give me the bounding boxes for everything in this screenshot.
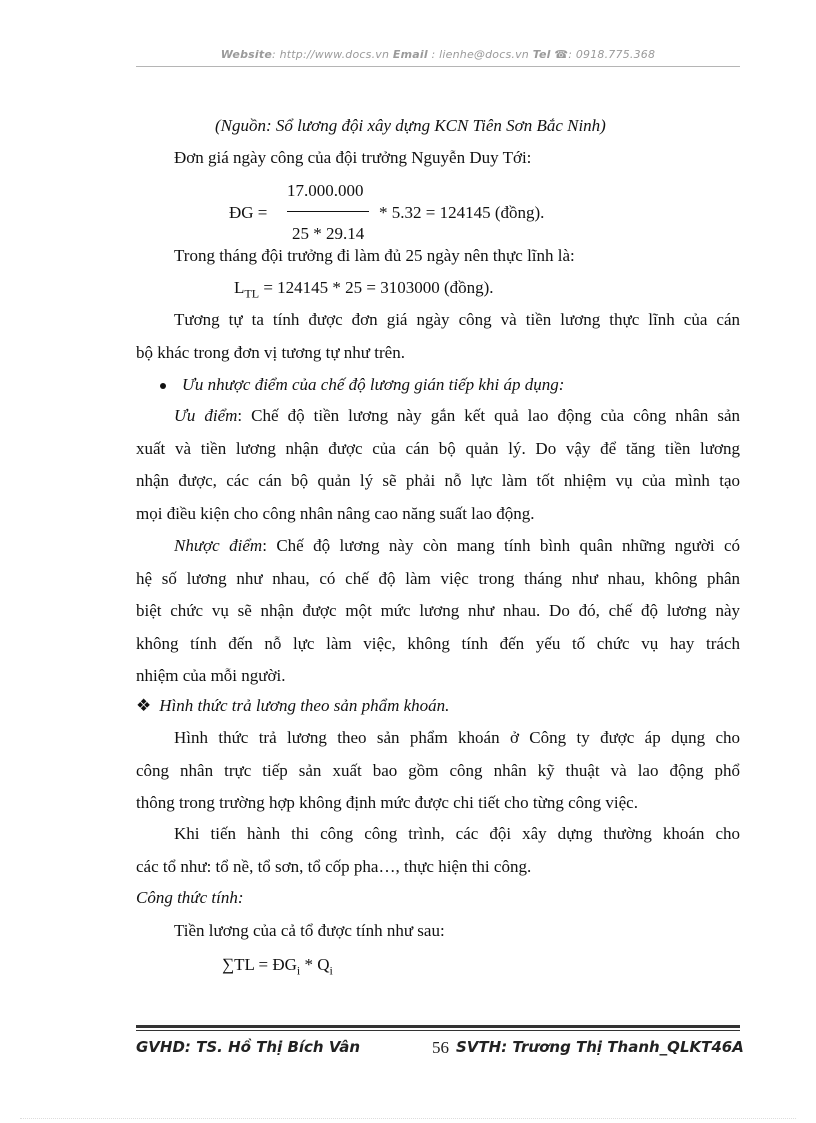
formula-label: Công thức tính: bbox=[136, 888, 244, 907]
paragraph-line: công nhân trực tiếp sản xuất bao gồm công nhân kỹ thuật và lao động phổ bbox=[136, 760, 740, 780]
tel-label: Tel bbox=[532, 48, 551, 61]
formula1-numerator: 17.000.000 bbox=[287, 181, 364, 200]
footer-divider-thin bbox=[136, 1030, 740, 1031]
footer-left: GVHD: TS. Hồ Thị Bích Vân bbox=[136, 1038, 361, 1056]
email-label: Email bbox=[392, 48, 428, 61]
bottom-dotted-border bbox=[20, 1118, 796, 1119]
paragraph-line bbox=[136, 400, 740, 433]
paragraph-line bbox=[136, 530, 740, 563]
advantage-text: : Chế độ tiền lương này gắn kết quả lao động của công nhân sản bbox=[237, 406, 740, 425]
phone-icon: ☎ bbox=[554, 48, 569, 61]
paragraph-line: biệt chức vụ sẽ nhận được một mức lương như nhau. Do đó, chế độ lương này bbox=[136, 601, 740, 620]
section-heading: Hình thức trả lương theo sản phẩm khoán. bbox=[159, 696, 450, 715]
paragraph-line: xuất và tiền lương nhận được của cán bộ quản lý. Do vậy để tăng tiền lương bbox=[136, 438, 740, 458]
bullet-heading-row bbox=[160, 369, 764, 401]
page-number: 56 bbox=[432, 1038, 449, 1057]
advantage-paragraph bbox=[136, 400, 740, 530]
formula3-mid: * Q bbox=[300, 955, 330, 974]
construction-paragraph bbox=[136, 818, 740, 883]
formula2 bbox=[234, 278, 494, 301]
formula2-lhs: L bbox=[234, 278, 245, 297]
formula1-lhs: ĐG = bbox=[229, 203, 268, 222]
paragraph-line: các tổ như: tổ nề, tổ sơn, tổ cốp pha…, thực hiện thi công. bbox=[136, 856, 532, 876]
paragraph-line: Khi tiến hành thi công công trình, các đội xây dựng thường khoán cho bbox=[174, 824, 740, 843]
bullet-icon bbox=[160, 383, 166, 389]
paragraph-line: Hình thức trả lương theo sản phẩm khoán ở Công ty được áp dụng cho bbox=[174, 728, 740, 747]
page-header bbox=[136, 48, 740, 61]
paragraph-line: bộ khác trong đơn vị tương tự như trên. bbox=[136, 342, 405, 362]
paragraph-line: mọi điều kiện cho công nhân nâng cao năng suất lao động. bbox=[136, 503, 535, 523]
disadvantage-label: Nhược điểm bbox=[174, 536, 263, 555]
formula3 bbox=[222, 955, 333, 978]
formula3-sub1: i bbox=[296, 963, 301, 978]
source-note: (Nguồn: Sổ lương đội xây dựng KCN Tiên Sơn Bắc Ninh) bbox=[215, 116, 606, 135]
header-divider bbox=[136, 66, 740, 67]
paragraph-line: không tính đến nỗ lực làm việc, không tính đến yếu tố chức vụ hay trách bbox=[136, 633, 740, 653]
formula3-sigma: ∑TL = ĐG bbox=[222, 955, 297, 974]
team-wage-text: Tiền lương của cả tổ được tính như sau: bbox=[174, 921, 445, 940]
formula1-denominator: 25 * 29.14 bbox=[292, 224, 365, 243]
section-heading-row bbox=[136, 690, 740, 722]
footer-right: SVTH: Trương Thị Thanh_QLKT46A bbox=[456, 1038, 744, 1056]
email-value: : lienhe@docs.vn bbox=[431, 48, 529, 61]
formula1-rhs: * 5.32 = 124145 (đồng). bbox=[379, 203, 545, 222]
footer-divider-thick bbox=[136, 1025, 740, 1028]
website-label: Website bbox=[220, 48, 272, 61]
days-text: Trong tháng đội trưởng đi làm đủ 25 ngày nên thực lĩnh là: bbox=[174, 246, 575, 265]
similar-paragraph bbox=[136, 304, 740, 369]
formula2-sub: TL bbox=[244, 286, 260, 301]
disadvantage-text: : Chế độ lương này còn mang tính bình quân những người có bbox=[262, 536, 740, 555]
paragraph-line: Tương tự ta tính được đơn giá ngày công và tiền lương thực lĩnh của cán bbox=[174, 310, 740, 329]
formula2-rhs: = 124145 * 25 = 3103000 (đồng). bbox=[263, 278, 494, 297]
paragraph-line: nhận được, các cán bộ quản lý sẽ phải nỗ lực làm tốt nhiệm vụ của mình tạo bbox=[136, 471, 740, 490]
diamond-bullet-icon: ❖ bbox=[136, 696, 152, 715]
tel-value: : 0918.775.368 bbox=[568, 48, 656, 61]
advantage-label: Ưu điểm bbox=[174, 406, 238, 425]
piece-paragraph bbox=[136, 722, 740, 820]
fraction-bar bbox=[287, 211, 369, 212]
paragraph-line: thông trong trường hợp không định mức được chi tiết cho từng công việc. bbox=[136, 793, 638, 812]
paragraph-line: nhiệm của mỗi người. bbox=[136, 666, 286, 685]
bullet-heading: Ưu nhược điểm của chế độ lương gián tiếp khi áp dụng: bbox=[182, 375, 565, 394]
disadvantage-paragraph bbox=[136, 530, 740, 693]
formula3-sub2: i bbox=[329, 963, 333, 978]
paragraph-line: hệ số lương như nhau, có chế độ làm việc trong tháng như nhau, không phân bbox=[136, 568, 740, 588]
website-value: : http://www.docs.vn bbox=[272, 48, 390, 61]
unit-price-intro: Đơn giá ngày công của đội trưởng Nguyễn Duy Tới: bbox=[174, 148, 532, 167]
